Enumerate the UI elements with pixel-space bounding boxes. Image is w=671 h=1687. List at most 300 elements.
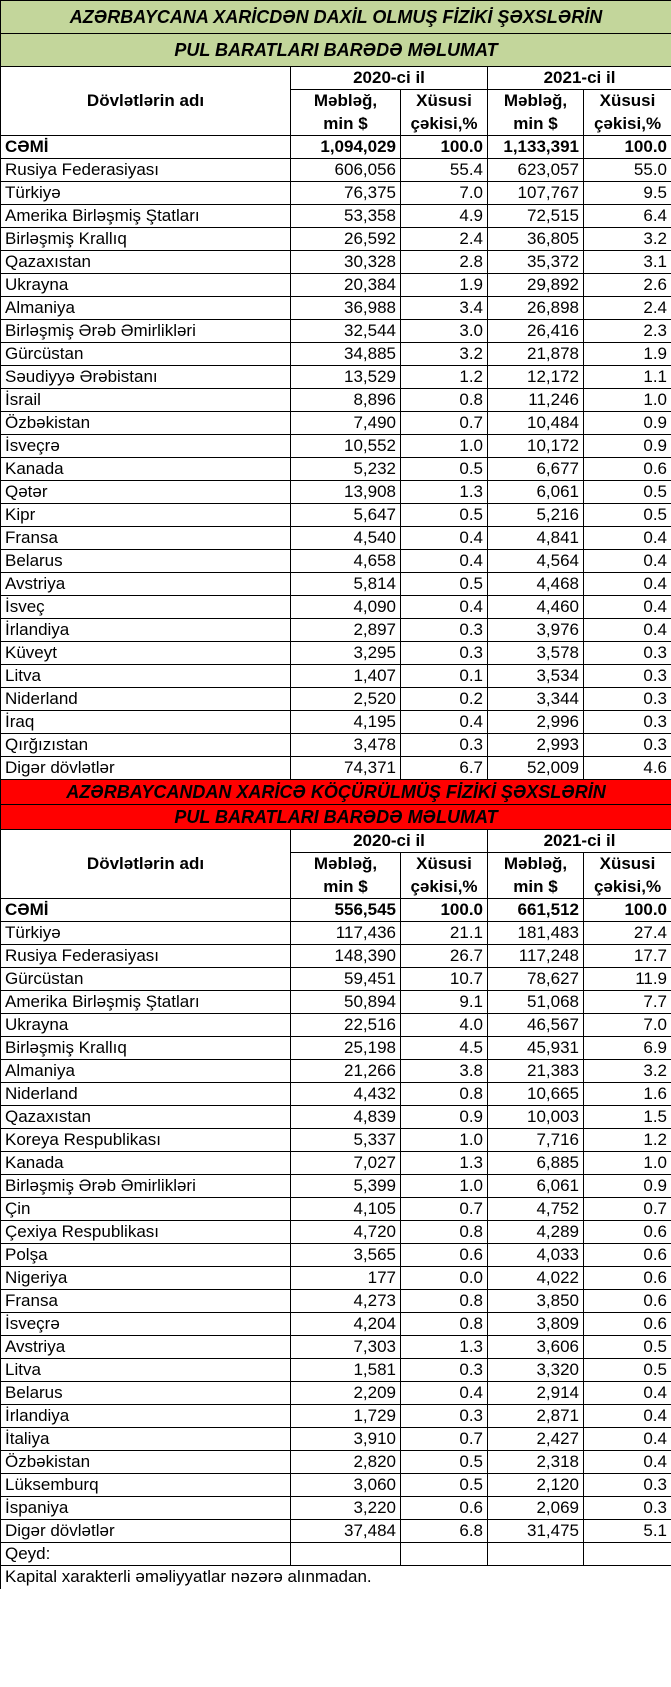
amount-2020: 7,490 (291, 412, 401, 435)
country-name: Özbəkistan (1, 1451, 291, 1474)
table-row (1, 922, 671, 945)
country-name: Fransa (1, 527, 291, 550)
country-name: Belarus (1, 1382, 291, 1405)
share-2021: 1.5 (584, 1106, 671, 1129)
share-2020: 0.5 (401, 1451, 488, 1474)
amount-2020: 3,910 (291, 1428, 401, 1451)
amount-2020: 13,908 (291, 481, 401, 504)
country-name: Türkiyə (1, 182, 291, 205)
outflow-total-row (1, 899, 671, 922)
amount-2021: 31,475 (488, 1520, 584, 1543)
amount-2020: 37,484 (291, 1520, 401, 1543)
share-2021: 0.4 (584, 527, 671, 550)
share-2021: 0.3 (584, 711, 671, 734)
outflow-section (1, 780, 671, 1543)
share-2021: 0.6 (584, 458, 671, 481)
share-2021: 0.4 (584, 1451, 671, 1474)
share-2020: 55.4 (401, 159, 488, 182)
share-2021: 0.3 (584, 1474, 671, 1497)
table-row (1, 968, 671, 991)
amount-2021: 2,914 (488, 1382, 584, 1405)
table-row (1, 1359, 671, 1382)
outflow-amount-header-2021: Məbləğ, (488, 853, 584, 876)
share-2021: 11.9 (584, 968, 671, 991)
country-name: Litva (1, 665, 291, 688)
amount-2020: 4,273 (291, 1290, 401, 1313)
amount-2020: 34,885 (291, 343, 401, 366)
share-2020: 26.7 (401, 945, 488, 968)
inflow-total-amount-2020: 1,094,029 (291, 136, 401, 159)
amount-2021: 10,003 (488, 1106, 584, 1129)
country-name: Digər dövlətlər (1, 757, 291, 780)
share-2020: 0.3 (401, 642, 488, 665)
amount-2020: 5,232 (291, 458, 401, 481)
country-name: Qazaxıstan (1, 1106, 291, 1129)
share-2020: 1.0 (401, 1129, 488, 1152)
outflow-amount-header-2020: Məbləğ, (291, 853, 401, 876)
table-row (1, 711, 671, 734)
share-2021: 7.0 (584, 1014, 671, 1037)
amount-2020: 4,105 (291, 1198, 401, 1221)
amount-2021: 11,246 (488, 389, 584, 412)
amount-2020: 8,896 (291, 389, 401, 412)
amount-2021: 12,172 (488, 366, 584, 389)
amount-2021: 45,931 (488, 1037, 584, 1060)
country-name: İtaliya (1, 1428, 291, 1451)
share-2020: 0.4 (401, 527, 488, 550)
share-2020: 1.3 (401, 1336, 488, 1359)
amount-2021: 21,383 (488, 1060, 584, 1083)
share-2021: 0.6 (584, 1290, 671, 1313)
amount-2021: 6,061 (488, 481, 584, 504)
share-2020: 0.5 (401, 1474, 488, 1497)
note-empty-cell (488, 1543, 584, 1566)
amount-2020: 2,820 (291, 1451, 401, 1474)
country-name: Kanada (1, 458, 291, 481)
amount-2020: 3,295 (291, 642, 401, 665)
inflow-amount-unit-2020: min $ (291, 113, 401, 136)
amount-2021: 21,878 (488, 343, 584, 366)
amount-2021: 4,022 (488, 1267, 584, 1290)
share-2021: 1.2 (584, 1129, 671, 1152)
outflow-amount-unit-2021: min $ (488, 876, 584, 899)
country-name: Lüksemburq (1, 1474, 291, 1497)
amount-2020: 25,198 (291, 1037, 401, 1060)
share-2020: 3.0 (401, 320, 488, 343)
share-2020: 1.3 (401, 481, 488, 504)
country-name: Digər dövlətlər (1, 1520, 291, 1543)
share-2021: 0.9 (584, 435, 671, 458)
table-row (1, 688, 671, 711)
inflow-amount-header-2021: Məbləğ, (488, 90, 584, 113)
country-name: Birləşmiş Ərəb Əmirlikləri (1, 1175, 291, 1198)
share-2021: 0.4 (584, 619, 671, 642)
table-row (1, 1221, 671, 1244)
share-2021: 9.5 (584, 182, 671, 205)
amount-2021: 26,898 (488, 297, 584, 320)
note-text-row (1, 1566, 671, 1589)
note-section (1, 1543, 671, 1589)
country-name: Ukrayna (1, 1014, 291, 1037)
table-row (1, 228, 671, 251)
country-name: İsveçrə (1, 1313, 291, 1336)
share-2020: 3.4 (401, 297, 488, 320)
amount-2020: 4,432 (291, 1083, 401, 1106)
table-row (1, 320, 671, 343)
amount-2021: 2,871 (488, 1405, 584, 1428)
amount-2020: 7,303 (291, 1336, 401, 1359)
country-name: Polşa (1, 1244, 291, 1267)
inflow-amount-unit-2021: min $ (488, 113, 584, 136)
amount-2020: 20,384 (291, 274, 401, 297)
country-name: Birləşmiş Krallıq (1, 228, 291, 251)
share-2020: 0.4 (401, 711, 488, 734)
outflow-title-line-1: AZƏRBAYCANDAN XARİCƏ KÖÇÜRÜLMÜŞ FİZİKİ ŞƏXSLƏRİN (1, 780, 671, 805)
share-2020: 2.4 (401, 228, 488, 251)
note-empty-cell (584, 1543, 671, 1566)
table-row (1, 734, 671, 757)
amount-2021: 2,427 (488, 1428, 584, 1451)
amount-2020: 59,451 (291, 968, 401, 991)
amount-2021: 2,120 (488, 1474, 584, 1497)
outflow-title-row-1 (1, 780, 671, 805)
inflow-share-unit-2021: çəkisi,% (584, 113, 671, 136)
country-name: İsveçrə (1, 435, 291, 458)
table-row (1, 1244, 671, 1267)
share-2021: 0.3 (584, 642, 671, 665)
country-name: Çin (1, 1198, 291, 1221)
inflow-title-line-2: PUL BARATLARI BARƏDƏ MƏLUMAT (1, 34, 671, 67)
share-2021: 5.1 (584, 1520, 671, 1543)
table-row (1, 159, 671, 182)
share-2021: 2.6 (584, 274, 671, 297)
amount-2021: 4,033 (488, 1244, 584, 1267)
amount-2021: 51,068 (488, 991, 584, 1014)
amount-2020: 22,516 (291, 1014, 401, 1037)
inflow-total-amount-2021: 1,133,391 (488, 136, 584, 159)
country-name: Almaniya (1, 297, 291, 320)
amount-2020: 4,720 (291, 1221, 401, 1244)
outflow-amount-unit-2020: min $ (291, 876, 401, 899)
share-2021: 0.5 (584, 481, 671, 504)
share-2020: 0.4 (401, 1382, 488, 1405)
share-2021: 0.5 (584, 1336, 671, 1359)
share-2020: 10.7 (401, 968, 488, 991)
amount-2021: 6,061 (488, 1175, 584, 1198)
share-2020: 0.7 (401, 1198, 488, 1221)
share-2020: 0.8 (401, 1083, 488, 1106)
outflow-title-line-2: PUL BARATLARI BARƏDƏ MƏLUMAT (1, 805, 671, 830)
share-2021: 0.3 (584, 734, 671, 757)
share-2020: 6.8 (401, 1520, 488, 1543)
share-2021: 0.6 (584, 1267, 671, 1290)
outflow-share-unit-2021: çəkisi,% (584, 876, 671, 899)
table-row (1, 481, 671, 504)
country-name: Avstriya (1, 1336, 291, 1359)
note-label-row (1, 1543, 671, 1566)
amount-2020: 5,337 (291, 1129, 401, 1152)
country-name: Səudiyyə Ərəbistanı (1, 366, 291, 389)
outflow-total-label: CƏMİ (1, 899, 291, 922)
amount-2020: 4,195 (291, 711, 401, 734)
amount-2020: 30,328 (291, 251, 401, 274)
amount-2020: 3,220 (291, 1497, 401, 1520)
table-row (1, 205, 671, 228)
country-name: Amerika Birləşmiş Ştatları (1, 205, 291, 228)
share-2021: 1.1 (584, 366, 671, 389)
share-2021: 0.4 (584, 596, 671, 619)
share-2020: 1.3 (401, 1152, 488, 1175)
table-row (1, 435, 671, 458)
share-2021: 1.0 (584, 389, 671, 412)
table-row (1, 945, 671, 968)
share-2020: 0.4 (401, 550, 488, 573)
share-2020: 1.9 (401, 274, 488, 297)
table-row (1, 642, 671, 665)
share-2021: 0.6 (584, 1313, 671, 1336)
table-row (1, 527, 671, 550)
share-2021: 1.6 (584, 1083, 671, 1106)
note-empty-cell (291, 1543, 401, 1566)
amount-2020: 5,814 (291, 573, 401, 596)
table-row (1, 596, 671, 619)
inflow-year2-header: 2021-ci il (488, 67, 671, 90)
table-row (1, 1290, 671, 1313)
share-2021: 27.4 (584, 922, 671, 945)
share-2020: 0.6 (401, 1244, 488, 1267)
inflow-share-header-2020: Xüsusi (401, 90, 488, 113)
amount-2021: 7,716 (488, 1129, 584, 1152)
country-name: Qətər (1, 481, 291, 504)
table-row (1, 1037, 671, 1060)
table-row (1, 1175, 671, 1198)
table-row (1, 757, 671, 780)
table-row (1, 343, 671, 366)
amount-2021: 4,460 (488, 596, 584, 619)
amount-2021: 10,172 (488, 435, 584, 458)
share-2020: 0.7 (401, 412, 488, 435)
table-row (1, 1313, 671, 1336)
outflow-year2-header: 2021-ci il (488, 830, 671, 853)
inflow-country-header: Dövlətlərin adı (1, 67, 291, 136)
share-2021: 0.3 (584, 665, 671, 688)
outflow-country-header: Dövlətlərin adı (1, 830, 291, 899)
amount-2020: 4,658 (291, 550, 401, 573)
country-name: Almaniya (1, 1060, 291, 1083)
amount-2020: 74,371 (291, 757, 401, 780)
table-row (1, 550, 671, 573)
amount-2020: 50,894 (291, 991, 401, 1014)
share-2021: 0.4 (584, 1428, 671, 1451)
share-2020: 4.0 (401, 1014, 488, 1037)
outflow-title-row-2 (1, 805, 671, 830)
table-row (1, 1497, 671, 1520)
amount-2020: 10,552 (291, 435, 401, 458)
inflow-title-line-1: AZƏRBAYCANA XARİCDƏN DAXİL OLMUŞ FİZİKİ ŞƏXSLƏRİN (1, 1, 671, 34)
amount-2021: 29,892 (488, 274, 584, 297)
share-2021: 6.4 (584, 205, 671, 228)
amount-2021: 3,850 (488, 1290, 584, 1313)
table-row (1, 991, 671, 1014)
amount-2021: 623,057 (488, 159, 584, 182)
share-2020: 4.9 (401, 205, 488, 228)
country-name: Türkiyə (1, 922, 291, 945)
country-name: Rusiya Federasiyası (1, 945, 291, 968)
table-row (1, 1520, 671, 1543)
country-name: Koreya Respublikası (1, 1129, 291, 1152)
country-name: Gürcüstan (1, 343, 291, 366)
amount-2021: 10,665 (488, 1083, 584, 1106)
country-name: Çexiya Respublikası (1, 1221, 291, 1244)
inflow-total-share-2020: 100.0 (401, 136, 488, 159)
share-2021: 0.5 (584, 504, 671, 527)
share-2021: 2.4 (584, 297, 671, 320)
outflow-share-header-2021: Xüsusi (584, 853, 671, 876)
amount-2021: 3,534 (488, 665, 584, 688)
table-row (1, 504, 671, 527)
table-row (1, 573, 671, 596)
share-2020: 0.6 (401, 1497, 488, 1520)
table-row (1, 182, 671, 205)
inflow-share-header-2021: Xüsusi (584, 90, 671, 113)
share-2020: 0.3 (401, 1405, 488, 1428)
share-2020: 21.1 (401, 922, 488, 945)
amount-2020: 32,544 (291, 320, 401, 343)
amount-2020: 3,565 (291, 1244, 401, 1267)
country-name: Qırğızıstan (1, 734, 291, 757)
amount-2021: 4,468 (488, 573, 584, 596)
table-row (1, 389, 671, 412)
amount-2021: 3,976 (488, 619, 584, 642)
share-2020: 1.2 (401, 366, 488, 389)
share-2020: 0.1 (401, 665, 488, 688)
share-2020: 0.8 (401, 389, 488, 412)
amount-2021: 6,677 (488, 458, 584, 481)
table-row (1, 274, 671, 297)
share-2021: 0.7 (584, 1198, 671, 1221)
share-2020: 0.5 (401, 458, 488, 481)
country-name: Avstriya (1, 573, 291, 596)
inflow-total-row (1, 136, 671, 159)
amount-2021: 2,996 (488, 711, 584, 734)
amount-2020: 1,729 (291, 1405, 401, 1428)
amount-2020: 76,375 (291, 182, 401, 205)
table-row (1, 1405, 671, 1428)
amount-2021: 10,484 (488, 412, 584, 435)
outflow-year1-header: 2020-ci il (291, 830, 488, 853)
amount-2021: 3,578 (488, 642, 584, 665)
share-2020: 0.3 (401, 619, 488, 642)
country-name: Birləşmiş Krallıq (1, 1037, 291, 1060)
amount-2020: 117,436 (291, 922, 401, 945)
outflow-total-share-2021: 100.0 (584, 899, 671, 922)
share-2020: 4.5 (401, 1037, 488, 1060)
country-name: Özbəkistan (1, 412, 291, 435)
inflow-total-share-2021: 100.0 (584, 136, 671, 159)
amount-2020: 4,204 (291, 1313, 401, 1336)
country-name: Küveyt (1, 642, 291, 665)
country-name: İsrail (1, 389, 291, 412)
amount-2021: 3,320 (488, 1359, 584, 1382)
amount-2021: 35,372 (488, 251, 584, 274)
amount-2020: 4,839 (291, 1106, 401, 1129)
outflow-total-amount-2020: 556,545 (291, 899, 401, 922)
country-name: Belarus (1, 550, 291, 573)
share-2021: 0.4 (584, 1382, 671, 1405)
inflow-section (1, 1, 671, 780)
amount-2020: 2,520 (291, 688, 401, 711)
amount-2021: 4,564 (488, 550, 584, 573)
outflow-year-header-row (1, 830, 671, 853)
amount-2021: 2,069 (488, 1497, 584, 1520)
amount-2021: 72,515 (488, 205, 584, 228)
amount-2021: 4,752 (488, 1198, 584, 1221)
share-2021: 7.7 (584, 991, 671, 1014)
amount-2020: 53,358 (291, 205, 401, 228)
country-name: Birləşmiş Ərəb Əmirlikləri (1, 320, 291, 343)
country-name: İrlandiya (1, 1405, 291, 1428)
outflow-total-amount-2021: 661,512 (488, 899, 584, 922)
share-2020: 3.2 (401, 343, 488, 366)
country-name: Litva (1, 1359, 291, 1382)
amount-2021: 78,627 (488, 968, 584, 991)
table-row (1, 1336, 671, 1359)
amount-2020: 21,266 (291, 1060, 401, 1083)
note-label: Qeyd: (1, 1543, 291, 1566)
share-2021: 0.3 (584, 688, 671, 711)
amount-2021: 117,248 (488, 945, 584, 968)
amount-2021: 4,289 (488, 1221, 584, 1244)
note-text: Kapital xarakterli əməliyyatlar nəzərə alınmadan. (1, 1566, 671, 1589)
outflow-total-share-2020: 100.0 (401, 899, 488, 922)
table-row (1, 1267, 671, 1290)
country-name: Amerika Birləşmiş Ştatları (1, 991, 291, 1014)
amount-2020: 26,592 (291, 228, 401, 251)
amount-2020: 177 (291, 1267, 401, 1290)
country-name: Rusiya Federasiyası (1, 159, 291, 182)
country-name: İspaniya (1, 1497, 291, 1520)
share-2021: 1.0 (584, 1152, 671, 1175)
table-row (1, 1382, 671, 1405)
table-row (1, 366, 671, 389)
amount-2021: 2,993 (488, 734, 584, 757)
table-row (1, 1014, 671, 1037)
table-row (1, 1428, 671, 1451)
country-name: Ukrayna (1, 274, 291, 297)
share-2020: 1.0 (401, 435, 488, 458)
share-2020: 0.0 (401, 1267, 488, 1290)
amount-2021: 4,841 (488, 527, 584, 550)
share-2020: 1.0 (401, 1175, 488, 1198)
amount-2021: 3,809 (488, 1313, 584, 1336)
table-row (1, 1129, 671, 1152)
table-row (1, 1060, 671, 1083)
share-2020: 0.3 (401, 1359, 488, 1382)
inflow-total-label: CƏMİ (1, 136, 291, 159)
country-name: Niderland (1, 688, 291, 711)
share-2020: 6.7 (401, 757, 488, 780)
amount-2020: 148,390 (291, 945, 401, 968)
share-2021: 0.6 (584, 1221, 671, 1244)
country-name: Nigeriya (1, 1267, 291, 1290)
country-name: Fransa (1, 1290, 291, 1313)
amount-2020: 13,529 (291, 366, 401, 389)
share-2021: 0.4 (584, 573, 671, 596)
table-row (1, 1451, 671, 1474)
share-2021: 3.2 (584, 1060, 671, 1083)
amount-2021: 26,416 (488, 320, 584, 343)
country-name: Kanada (1, 1152, 291, 1175)
